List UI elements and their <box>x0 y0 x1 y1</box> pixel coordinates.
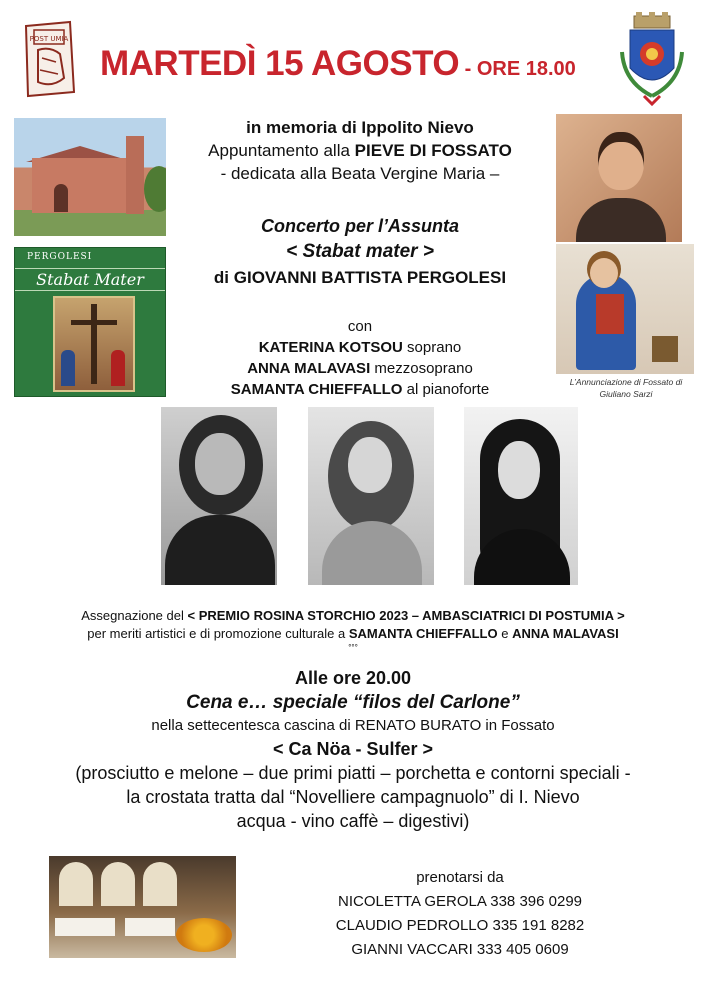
award-block <box>20 607 686 652</box>
cd-composer: PERGOLESI <box>27 252 93 262</box>
award-line-1: Assegnazione del < PREMIO ROSINA STORCHIO 2023 – AMBASCIATRICI DI POSTUMIA > <box>81 608 625 623</box>
annunciation-painting <box>556 244 694 374</box>
ippolito-nievo-portrait <box>556 114 682 242</box>
stamp-text: POST UMIA <box>29 35 69 43</box>
concert-block <box>170 214 550 290</box>
municipal-crest-icon <box>614 12 690 108</box>
event-time: - ORE 18.00 <box>459 58 576 80</box>
cascina-dinner-photo <box>49 856 236 958</box>
booking-block <box>310 866 610 962</box>
concert-title: Concerto per l’Assunta <box>260 216 460 236</box>
dinner-time: Alle ore 20.00 <box>294 668 412 688</box>
annunciation-caption: L’Annunciazione di Fossato di Giuliano Sarzi <box>569 377 683 399</box>
intro-block <box>170 116 550 185</box>
anna-malavasi-photo <box>308 407 434 585</box>
dinner-venue: < Ca Nöa - Sulfer > <box>272 739 434 759</box>
intro-appointment: Appuntamento alla PIEVE DI FOSSATO <box>208 141 512 160</box>
dinner-place: nella settecentesca cascina di RENATO BURATO in Fossato <box>151 717 555 734</box>
samanta-chieffallo-photo <box>464 407 578 585</box>
performers-intro: con <box>347 318 373 335</box>
concert-composer: di GIOVANNI BATTISTA PERGOLESI <box>213 268 507 287</box>
award-line-2: per meriti artistici e di promozione culturale a SAMANTA CHIEFFALLO e ANNA MALAVASI <box>87 626 619 641</box>
performers-block <box>200 316 520 400</box>
postumia-stamp-logo <box>20 18 78 100</box>
separator: °°° <box>348 643 358 652</box>
intro-memorial: in memoria di Ippolito Nievo <box>246 118 474 137</box>
event-date: MARTEDÌ 15 AGOSTO <box>100 44 460 83</box>
menu-line-3: acqua - vino caffè – digestivi) <box>236 811 470 831</box>
menu-line-1: (prosciutto e melone – due primi piatti – porchetta e contorni speciali - <box>75 763 631 783</box>
booking-label: prenotarsi da <box>416 869 504 886</box>
crucifixion-artwork <box>53 296 135 392</box>
award-name: < PREMIO ROSINA STORCHIO 2023 – AMBASCIATRICI DI POSTUMIA > <box>187 608 625 623</box>
pieve-name: PIEVE DI FOSSATO <box>354 141 512 160</box>
church-photo <box>14 118 166 236</box>
contact-3: GIANNI VACCARI 333 405 0609 <box>351 941 569 958</box>
intro-dedication: - dedicata alla Beata Vergine Maria – <box>220 164 500 183</box>
performer-3: SAMANTA CHIEFFALLO al pianoforte <box>230 381 490 398</box>
stabat-mater-cd-cover <box>14 247 166 397</box>
contact-2: CLAUDIO PEDROLLO 335 191 8282 <box>335 917 585 934</box>
katerina-kotsou-photo <box>161 407 277 585</box>
dinner-block <box>20 666 686 833</box>
menu-line-2: la crostata tratta dal “Novelliere campagnuolo” di I. Nievo <box>126 787 580 807</box>
dinner-title: Cena e… speciale “filos del Carlone” <box>186 692 520 713</box>
performer-1: KATERINA KOTSOU soprano <box>258 339 462 356</box>
cd-title: Stabat Mater <box>15 268 165 291</box>
performer-2: ANNA MALAVASI mezzosoprano <box>247 360 473 377</box>
contact-1: NICOLETTA GEROLA 338 396 0299 <box>337 893 583 910</box>
concert-work: < Stabat mater > <box>286 241 434 262</box>
event-title <box>100 44 620 84</box>
